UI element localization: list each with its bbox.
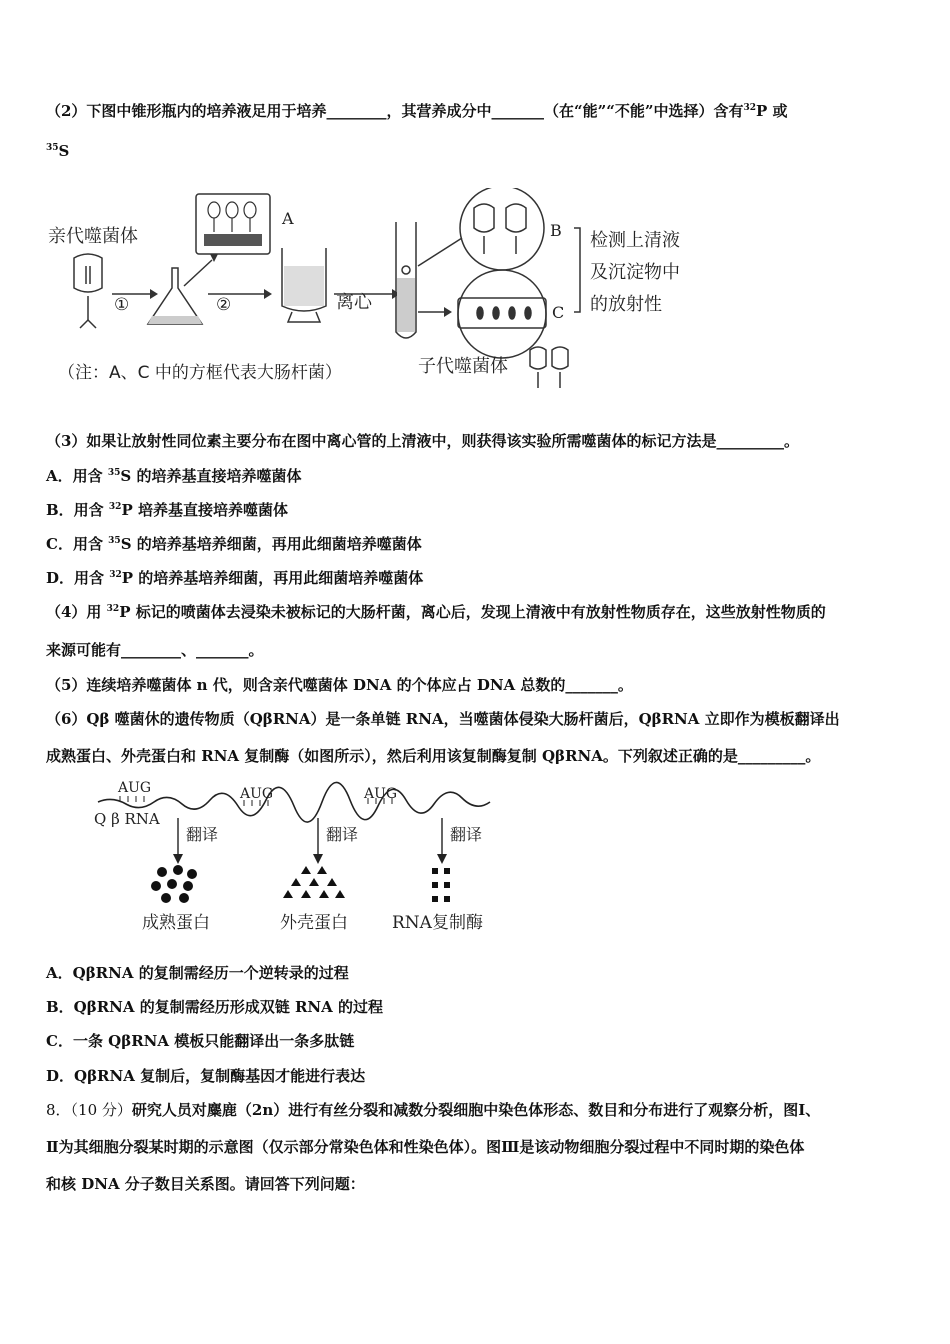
q6-option-c: C．一条 QβRNA 模板只能翻译出一条多肽链: [46, 1032, 355, 1050]
codon-label-3: AUG: [364, 786, 398, 802]
offspring-phage-icon: [530, 347, 568, 388]
detect-line-3: 的放射性: [590, 294, 662, 315]
translate-label-3: 翻译: [450, 825, 483, 844]
q8-line-3: 和核 DNA 分子数目关系图。请回答下列问题：: [46, 1175, 365, 1193]
q3-option-b: B．用含 $^{32}$P 培养基直接培养噬菌体: [46, 501, 288, 519]
q3-option-a: A．用含 $^{35}$S 的培养基直接培养噬菌体: [46, 467, 302, 485]
q6-option-b: B．QβRNA 的复制需经历形成双链 RNA 的过程: [46, 998, 384, 1016]
q8-line-1: 8．（10 分）研究人员对麋鹿（2n）进行有丝分裂和减数分裂细胞中染色体形态、数目和分布进行了观察分析，图Ⅰ、: [46, 1101, 821, 1119]
parent-phage-icon: [74, 254, 102, 328]
step-1-label: ①: [114, 295, 130, 315]
coat-protein-triangles: [283, 866, 345, 898]
step-2-label: ②: [216, 295, 232, 315]
product-label-2: 外壳蛋白: [280, 913, 348, 933]
product-label-1: 成熟蛋白: [142, 913, 210, 933]
q3-option-c: C．用含 $^{35}$S 的培养基培养细菌，再用此细菌培养噬菌体: [46, 535, 422, 553]
label-a: A: [282, 209, 294, 228]
detect-line-2: 及沉淀物中: [590, 262, 680, 283]
q2-line-1: （2）下图中锥形瓶内的培养液足用于培养________，其营养成分中_______（在“能”“不能”中选择）含有$^{32}$P 或: [46, 102, 788, 120]
qbeta-rna-figure: [92, 778, 522, 944]
q6-line-2: 成熟蛋白、外壳蛋白和 RNA 复制酶（如图所示），然后利用该复制酶复制 QβRNA。下列叙述正确的是_________。: [46, 747, 821, 765]
replicase-squares: [432, 868, 450, 902]
phage-experiment-figure: [44, 188, 724, 398]
q5-line-1: （5）连续培养噬菌体 n 代，则含亲代噬菌体 DNA 的个体应占 DNA 总数的_______。: [46, 676, 633, 694]
codon-label-1: AUG: [118, 780, 152, 796]
q6-option-d: D．QβRNA 复制后，复制酶基因才能进行表达: [46, 1067, 366, 1085]
centrifuge-label: 离心: [336, 292, 372, 313]
rna-label: Q β RNA: [94, 810, 160, 828]
q2-line-2: $^{35}$S: [46, 142, 70, 160]
label-c: C: [552, 303, 565, 322]
detect-line-1: 检测上清液: [590, 230, 680, 251]
product-label-3: RNA复制酶: [392, 913, 483, 933]
q4-line-2: 来源可能有________、_______。: [46, 641, 264, 659]
q4-line-1: （4）用 $^{32}$P 标记的喷菌体去浸染未被标记的大肠杆菌，离心后，发现上清液中有放射性物质存在，这些放射性物质的: [46, 603, 826, 621]
q6-option-a: A．QβRNA 的复制需经历一个逆转录的过程: [46, 964, 349, 982]
codon-label-2: AUG: [240, 786, 274, 802]
q6-line-1: （6）Qβ 噬菌休的遗传物质（QβRNA）是一条单链 RNA，当噬菌体侵染大肠杆菌后，QβRNA 立即作为模板翻译出: [46, 710, 840, 728]
q3-option-d: D．用含 $^{32}$P 的培养基培养细菌，再用此细菌培养噬菌体: [46, 569, 424, 587]
pellet-circle-c: [458, 270, 546, 358]
supernatant-circle-b: [460, 188, 544, 270]
q3-stem: （3）如果让放射性同位素主要分布在图中离心管的上清液中，则获得该实验所需噬菌体的标记方法是_________。: [46, 432, 799, 450]
offspring-phage-label: 子代噬菌体: [418, 356, 508, 377]
translate-label-1: 翻译: [186, 825, 219, 844]
parent-phage-label: 亲代噬菌体: [48, 226, 138, 247]
mature-protein-dots: [151, 865, 197, 903]
figure-note: （注：A、C 中的方框代表大肠杆菌）: [58, 363, 342, 383]
translate-label-2: 翻译: [326, 825, 359, 844]
q8-line-2: Ⅱ为其细胞分裂某时期的示意图（仅示部分常染色体和性染色体）。图Ⅲ是该动物细胞分裂过程中不同时期的染色体: [46, 1138, 805, 1156]
label-b: B: [550, 221, 562, 240]
